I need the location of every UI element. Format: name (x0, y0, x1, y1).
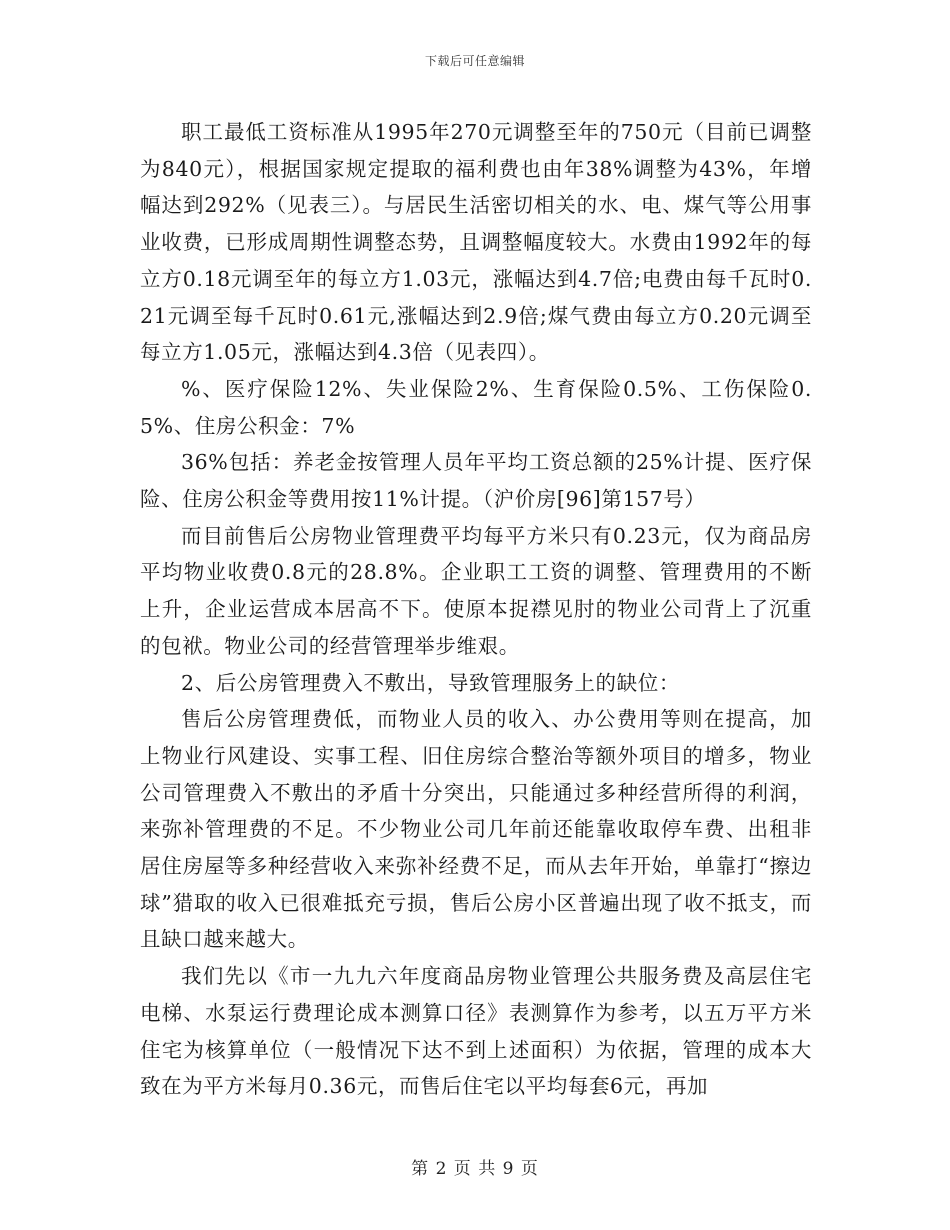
paragraph-insurance-rates: %、医疗保险12%、失业保险2%、生育保险0.5%、工伤保险0.5%、住房公积金：7% (140, 376, 812, 438)
page-header: 下载后可任意编辑 (424, 54, 525, 68)
section-heading-2: 2、后公房管理费入不敷出，导致管理服务上的缺位： (181, 670, 680, 695)
page-number: 第 2 页 共 9 页 (411, 1159, 539, 1179)
document-body (140, 114, 812, 1105)
paragraph-management-fee: 而目前售后公房物业管理费平均每平方米只有0.23元，仅为商品房平均物业收费0.8元的28.8%。企业职工工资的调整、管理费用的不断上升，企业运营成本居高不下。使原本捉襟见肘的物业公司背上了沉重的包袱。物业公司的经营管理举步维艰。 (140, 523, 812, 658)
paragraph-cost-estimate: 我们先以《市一九九六年度商品房物业管理公共服务费及高层住宅电梯、水泵运行费理论成本测算口径》表测算作为参考，以五万平方米住宅为核算单位（一般情况下达不到上述面积）为依据，管理的成本大致在为平方米每月0.36元，而售后住宅以平均每套6元，再加 (140, 964, 812, 1099)
paragraph-wages-utilities: 职工最低工资标准从1995年270元调整至年的750元（目前已调整为840元），根据国家规定提取的福利费也由年38%调整为43%，年增幅达到292%（见表三）。与居民生活密切相关的水、电、煤气等公用事业收费，已形成周期性调整态势，且调整幅度较大。水费由1992年的每立方0.18元调至年的每立方1.03元，涨幅达到4.7倍;电费由每千瓦时0.21元调至每千瓦时0.61元,涨幅达到2.9倍;煤气费由每立方0.20元调至每立方1.05元，涨幅达到4.3倍（见表四）。 (140, 120, 812, 365)
paragraph-deficit: 售后公房管理费低，而物业人员的收入、办公费用等则在提高，加上物业行风建设、实事工程、旧住房综合整治等额外项目的增多，物业公司管理费入不敷出的矛盾十分突出，只能通过多种经营所得的利润，来弥补管理费的不足。不少物业公司几年前还能靠收取停车费、出租非居住房屋等多种经营收入来弥补经费不足，而从去年开始，单靠打“擦边球”猎取的收入已很难抵充亏损，售后公房小区普遍出现了收不抵支，而且缺口越来越大。 (140, 707, 812, 952)
paragraph-36-percent: 36%包括：养老金按管理人员年平均工资总额的25%计提、医疗保险、住房公积金等费用按11%计提。（沪价房[96]第157号） (140, 450, 812, 512)
